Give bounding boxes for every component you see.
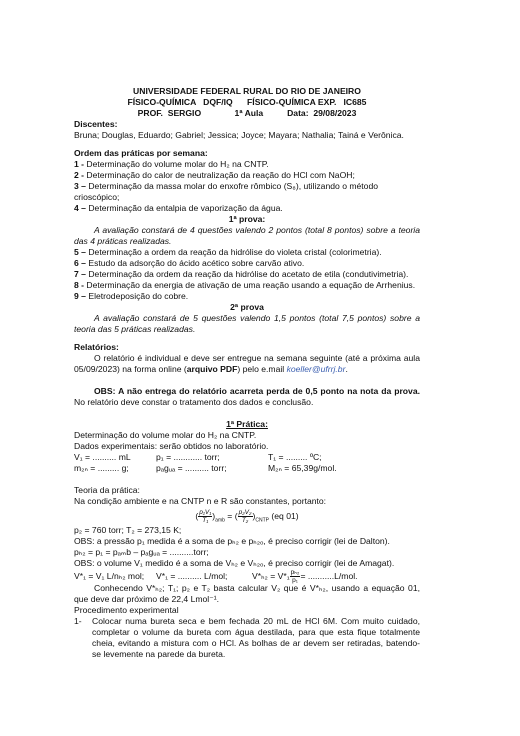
course-line: FÍSICO-QUÍMICA DQF/IQ FÍSICO-QUÍMICA EXP. IC685 [127,97,367,107]
procedure-title: Procedimento experimental [74,605,179,615]
professor-line: PROF. SERGIO 1ª Aula Data: 29/08/2023 [137,108,357,118]
students-names: Bruna; Douglas, Eduardo; Gabriel; Jessica; Joyce; Mayara; Nathalia; Tainá e Verônica. [74,130,404,140]
schedule-item: 9 – Eletrodeposição do cobre. [74,291,189,301]
university-name: UNIVERSIDADE FEDERAL RURAL DO RIO DE JANEIRO [133,86,361,96]
students-label: Discentes: [74,119,118,129]
test2-note: A avaliação constará de 5 questões valendo 1,5 pontos (total 7,5 pontos) sobre a teoria das 5 práticas realizadas. [74,313,420,334]
schedule-item: 2 - Determinação do calor de neutralização da reação do HCl com NaOH; [74,170,355,180]
reports-text: O relatório é individual e deve ser entregue na semana seguinte (até a próxima aula 05/09/2023) na forma online (arquivo PDF) pelo e.mail koeller@ufrrj.br. [74,353,420,374]
schedule-item: 7 – Determinação da ordem da reação da hidrólise do acetato de etila (condutivimetria). [74,269,409,279]
schedule-item: 4 – Determinação da entalpia de vaporização da água. [74,203,283,213]
test1-note: A avaliação constará de 4 questões valendo 2 pontos (total 8 pontos) sobre a teoria das 4 práticas realizadas. [74,225,420,246]
schedule-item: 6 – Estudo da adsorção do ácido acético sobre carvão ativo. [74,258,305,268]
data-row-1: V₁ = .......... mL p₁ = ............ torr; T₁ = ......... ºC; [74,452,322,462]
obs-amagat: OBS: o volume V₁ medido é a soma de Vₕ₂ e Vₕ₂ₒ, é preciso corrigir (lei de Amagat). [74,558,395,568]
reports-heading: Relatórios: [74,342,119,352]
email-link[interactable]: koeller@ufrrj.br [286,364,346,374]
equation-01: ( $\frac{\text{p₁V₁}}{\text{T₁}}$ )$_{amb}$ = ( $\frac{\text{p₂V₂}}{\text{T₂}}$ )$_{CNTP}$ (eq 01) [195,509,299,525]
schedule-item: 3 – Determinação da massa molar do enxofre rômbico (S₈), utilizando o método crioscópico; [74,181,379,202]
data-intro: Dados experimentais: serão obtidos no laboratório. [74,441,269,451]
volume-row: V*₁ = V₁ L/nₕ₂ mol; V*₁ = .......... L/mol; V*ₕ₂ = V*₁ $\frac{\text{pₕ₂}}{\text{p₁}}$ = ...........L/mol. [74,568,358,584]
practice-subject: Determinação do volume molar do H₂ na CNTP. [74,430,257,440]
ph2-line: pₕ₂ = p₁ = pₐₘb – pₐgᵤₐ = ..........torr; [74,547,209,557]
procedure-step: 1- Colocar numa bureta seca e bem fechada 20 mL de HCl 6M. Com muito cuidado, completar o volume da bureta com água destilada, para que esta fique totalmente cheia, evitando a mistura com o HCl. As bolhas de ar devem ser retiradas, batendo-se levemente na parede da bureta. [74,616,420,659]
theory-title: Teoria da prática: [74,485,140,495]
schedule-item: 8 - Determinação da energia de ativação de uma reação usando a equação de Arrhenius. [74,280,416,290]
test2-title: 2ª prova [230,302,264,312]
obs-dalton: OBS: a pressão p₁ medida é a soma de pₕ₂ e pₕ₂ₒ, é preciso corrigir (lei de Dalton). [74,536,390,546]
schedule-item: 1 - Determinação do volume molar do H₂ na CNTP. [74,159,269,169]
theory-intro: Na condição ambiente e na CNTP n e R são constantes, portanto: [74,496,327,506]
schedule-item: 5 – Determinação a ordem da reação da hidrólise do violeta cristal (colorimetria). [74,247,382,257]
practice-title: 1ª Prática: [226,419,268,429]
constants: p₂ = 760 torr; T₂ = 273,15 K; [74,525,182,535]
final-note: Conhecendo V*ₕ₂; T₁; p₂ e T₂ basta calcular V₂ que é V*ₕ₂, usando a equação 01, que deve dar próximo de 22,4 Lmol⁻¹. [74,583,420,604]
document-page [74,86,420,660]
test1-title: 1ª prova: [228,214,266,224]
data-row-2: m₂ₙ = ......... g; pₐgᵤₐ = .......... torr; M₂ₙ = 65,39g/mol. [74,463,337,473]
reports-obs: OBS: A não entrega do relatório acarreta perda de 0,5 ponto na nota da prova. No relatório deve constar o tratamento dos dados e conclusão. [74,386,420,407]
schedule-heading: Ordem das práticas por semana: [74,148,208,158]
